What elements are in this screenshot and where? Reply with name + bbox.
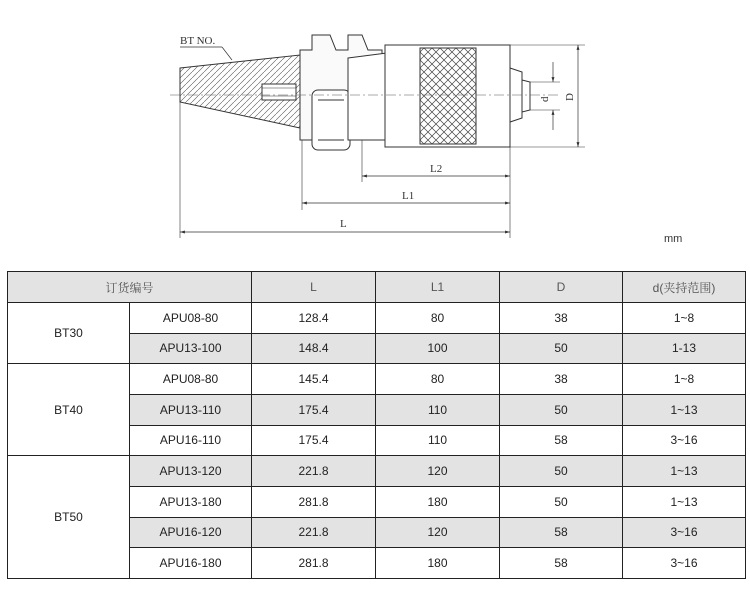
cell-d: 50 [500, 394, 623, 425]
cell-l: 221.8 [252, 517, 376, 548]
tool-holder-drawing [0, 0, 750, 262]
cell-l1: 180 [376, 486, 500, 517]
cell-l1: 120 [376, 456, 500, 487]
holder-body [180, 35, 530, 150]
cell-d: 1~13 [623, 486, 746, 517]
svg-text:L: L [340, 218, 347, 230]
dimension-d-clamp [539, 62, 553, 130]
cell-code: APU16-120 [130, 517, 252, 548]
dimension-l1 [302, 190, 510, 203]
cell-code: APU13-100 [130, 333, 252, 364]
cell-l1: 110 [376, 394, 500, 425]
cell-l: 221.8 [252, 456, 376, 487]
cell-d: 3~16 [623, 425, 746, 456]
cell-l: 128.4 [252, 303, 376, 334]
dimension-d-outer [564, 45, 578, 147]
bt-callout [180, 35, 232, 60]
cell-d: 50 [500, 456, 623, 487]
group-cell: BT50 [8, 456, 130, 579]
cell-l1: 100 [376, 333, 500, 364]
svg-text:L1: L1 [402, 190, 415, 202]
cell-d: 3~16 [623, 548, 746, 579]
header-l: L [252, 272, 376, 303]
table-row [8, 364, 746, 395]
cell-d: 38 [500, 303, 623, 334]
cell-d: 1~13 [623, 456, 746, 487]
cell-code: APU13-110 [130, 394, 252, 425]
header-d: D [500, 272, 623, 303]
dimension-l2 [362, 163, 510, 176]
table-row [8, 456, 746, 487]
cell-d: 58 [500, 425, 623, 456]
cell-d: 1~13 [623, 394, 746, 425]
cell-l: 148.4 [252, 333, 376, 364]
cell-l: 145.4 [252, 364, 376, 395]
cell-d: 58 [500, 517, 623, 548]
group-cell: BT30 [8, 303, 130, 364]
cell-d: 58 [500, 548, 623, 579]
cell-d: 50 [500, 333, 623, 364]
header-order-code: 订货编号 [8, 272, 252, 303]
cell-code: APU13-120 [130, 456, 252, 487]
cell-code: APU08-80 [130, 364, 252, 395]
cell-code: APU16-180 [130, 548, 252, 579]
cell-l1: 80 [376, 364, 500, 395]
cell-l1: 180 [376, 548, 500, 579]
cell-d: 38 [500, 364, 623, 395]
header-l1: L1 [376, 272, 500, 303]
spec-table [7, 271, 746, 579]
cell-code: APU13-180 [130, 486, 252, 517]
header-clamp-range: d(夹持范围) [623, 272, 746, 303]
svg-text:D: D [564, 93, 576, 101]
svg-text:BT NO.: BT NO. [180, 35, 216, 47]
cell-d: 1-13 [623, 333, 746, 364]
cell-l1: 120 [376, 517, 500, 548]
dimension-l [180, 218, 510, 232]
cell-d: 3~16 [623, 517, 746, 548]
group-cell: BT40 [8, 364, 130, 456]
cell-code: APU08-80 [130, 303, 252, 334]
cell-l1: 110 [376, 425, 500, 456]
table-header-row [8, 272, 746, 303]
cell-l: 281.8 [252, 548, 376, 579]
cell-d: 50 [500, 486, 623, 517]
cell-d: 1~8 [623, 364, 746, 395]
cell-l: 175.4 [252, 394, 376, 425]
cell-l: 175.4 [252, 425, 376, 456]
table-row [8, 303, 746, 334]
cell-d: 1~8 [623, 303, 746, 334]
cell-code: APU16-110 [130, 425, 252, 456]
unit-label: mm [664, 233, 683, 245]
svg-text:d: d [539, 96, 551, 102]
cell-l: 281.8 [252, 486, 376, 517]
svg-text:L2: L2 [430, 163, 443, 175]
cell-l1: 80 [376, 303, 500, 334]
